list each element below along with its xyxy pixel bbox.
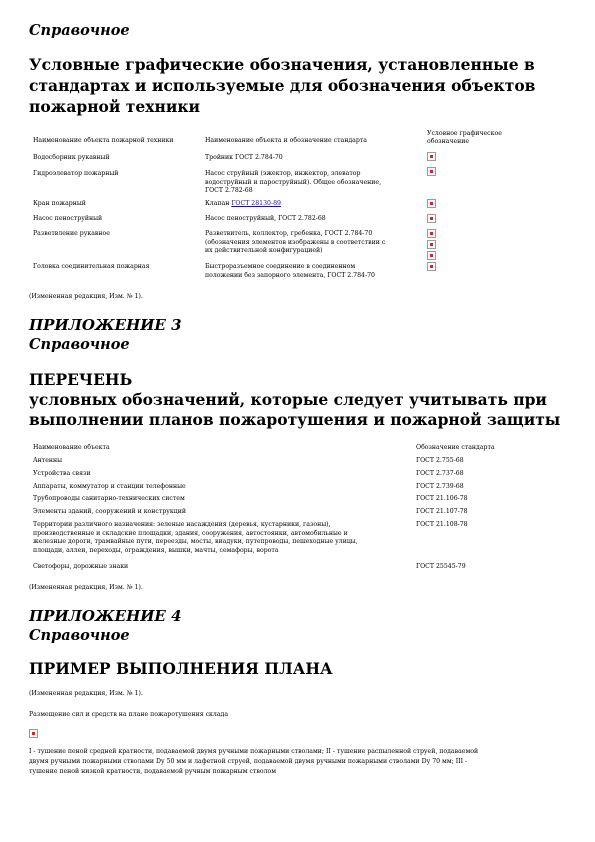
table-cell-standard: Тройник ГОСТ 2.784-70	[205, 154, 283, 161]
table-cell-name: Гидроэлеватор пожарный	[33, 170, 119, 177]
table-cell-name: Аппараты, коммутатор и станции телефонные	[33, 483, 186, 490]
table-cell-name: Территории различного назначения: зеленые насаждения (деревья, кустарники, газоны),	[33, 521, 331, 528]
table-cell-standard: водоструйный и пароструйный). Общее обозначение,	[205, 178, 382, 186]
table-cell-standard: ГОСТ 25545-79	[416, 563, 466, 570]
table-cell-standard: ГОСТ 21.108-78	[416, 521, 468, 528]
table-cell-standard: ГОСТ 2.739-68	[416, 483, 464, 490]
section-title-line-1: ПЕРЕЧЕНЬ	[29, 370, 133, 389]
broken-image-icon	[427, 167, 436, 176]
gost-28130-link[interactable]: ГОСТ 28130-89	[231, 200, 281, 207]
table-header: Обозначение стандарта	[416, 444, 495, 451]
section-label: Справочное	[29, 22, 130, 39]
table-cell-name: Кран пожарный	[33, 200, 86, 207]
legend-line-3: тушение пеной низкой кратности, подаваемой ручным пожарным стволом	[29, 768, 277, 775]
table-cell-standard: ГОСТ 2.782-68	[205, 187, 253, 194]
table-cell-standard: их действительной конфигурацией)	[205, 247, 323, 254]
section-title-line-2: условных обозначений, которые следует учитывать при	[29, 390, 547, 409]
table-header: Условное графическое обозначение	[427, 130, 502, 146]
amendment-note: (Измененная редакция, Изм. № 1).	[29, 690, 143, 697]
broken-image-icon	[427, 229, 436, 238]
appendix-heading: ПРИЛОЖЕНИЕ 4	[29, 607, 182, 625]
table-cell-name: площади, аллеи, переходы, ограждения, вышки, мачты, семафоры, ворота	[33, 546, 279, 554]
section-title-line-3: пожарной техники	[29, 97, 201, 116]
table-cell-standard: ГОСТ 21.106-78	[416, 495, 468, 502]
table-cell-name: Разветвление рукавное	[33, 230, 110, 237]
table-cell-name: железные дороги, трамвайные пути, переезды, мосты, виадуки, путепроводы, пешеходные улицы,	[33, 538, 358, 545]
broken-image-icon	[427, 214, 436, 223]
table-cell-standard: (обозначения элементов изображены в соответствии с	[205, 238, 386, 246]
section-title-line-2: стандартах и используемые для обозначения объектов	[29, 76, 536, 95]
table-cell-standard	[205, 200, 281, 208]
table-cell-name: Элементы зданий, сооружений и конструкций	[33, 508, 187, 515]
table-header: Наименование объекта и обозначение стандарта	[205, 137, 367, 144]
table-header: Наименование объекта пожарной техники	[33, 137, 174, 144]
legend-line-2: двумя ручными пожарными стволами Dу 50 мм и лафетной струей, подаваемой двумя ручными пожарными стволами Dу 70 мм; III -	[29, 758, 468, 765]
table-cell-standard: Насос струйный (эжектор, инжектор, элеватор	[205, 170, 361, 177]
appendix-heading: ПРИЛОЖЕНИЕ 3	[29, 316, 182, 334]
amendment-note: (Измененная редакция, Изм. № 1).	[29, 584, 143, 591]
table-header: Наименование объекта	[33, 444, 110, 451]
standard-prefix: Клапан	[205, 200, 232, 207]
table-cell-name: Устройства связи	[33, 470, 91, 477]
table-cell-name: Насос пеноструйный	[33, 215, 103, 222]
table-cell-standard: ГОСТ 2.755-68	[416, 457, 464, 464]
section-label: Справочное	[29, 336, 130, 353]
amendment-note: (Измененная редакция, Изм. № 1).	[29, 293, 143, 300]
section-title-line-1: Условные графические обозначения, установленные в	[29, 55, 535, 74]
table-cell-name: Светофоры, дорожные знаки	[33, 563, 129, 570]
table-cell-standard: ГОСТ 21.107-78	[416, 508, 468, 515]
table-cell-standard: положении без запорного элемента, ГОСТ 2.784-70	[205, 271, 375, 279]
table-cell-standard: Быстроразъемное соединение в соединенном	[205, 263, 356, 270]
table-cell-name: Головка соединительная пожарная	[33, 263, 150, 270]
table-cell-standard: ГОСТ 2.737-68	[416, 470, 464, 477]
section-title: ПРИМЕР ВЫПОЛНЕНИЯ ПЛАНА	[29, 659, 333, 678]
table-cell-name: производственные и складские площадки, здания, сооружения, автостоянки, автомобильные и	[33, 529, 348, 537]
broken-image-icon	[427, 152, 436, 161]
table-cell-name: Трубопроводы санитарно-технических систем	[33, 495, 185, 502]
broken-image-icon	[29, 729, 38, 738]
legend-line-1: I - тушение пеной средней кратности, подаваемой двумя ручными пожарными стволами; II - тушение распыленной струей, подаваемой	[29, 748, 479, 755]
table-cell-standard: Насос пеноструйный, ГОСТ 2.782-68	[205, 215, 326, 222]
table-cell-name: Водосборник рукавный	[33, 154, 110, 161]
broken-image-icon	[427, 251, 436, 260]
section-title-line-3: выполнении планов пожаротушения и пожарной защиты	[29, 410, 561, 429]
broken-image-icon	[427, 199, 436, 208]
broken-image-icon	[427, 262, 436, 271]
section-label: Справочное	[29, 627, 130, 644]
plan-caption: Размещение сил и средств на плане пожаротушения склада	[29, 711, 229, 718]
table-cell-name: Антенны	[33, 457, 63, 464]
broken-image-icon	[427, 240, 436, 249]
table-cell-standard: Разветвитель, коллектор, гребенка, ГОСТ 2.784-70	[205, 230, 373, 237]
